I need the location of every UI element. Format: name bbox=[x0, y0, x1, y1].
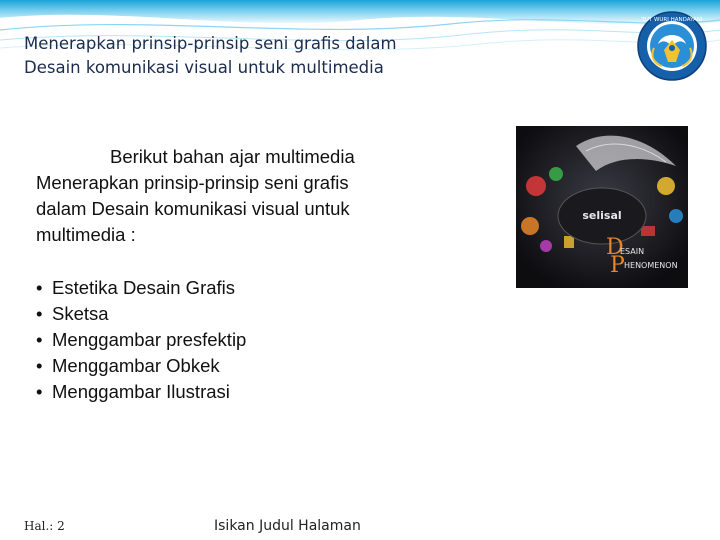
bullet-icon: • bbox=[36, 329, 43, 350]
poster-initial-d: D bbox=[606, 235, 624, 260]
slide-title-line-1: Menerapkan prinsip-prinsip seni grafis dalam bbox=[24, 34, 397, 53]
list-item bbox=[36, 327, 246, 353]
logo-text: TUT WURI HANDAYANI bbox=[641, 17, 703, 23]
list-item bbox=[36, 353, 246, 379]
list-item bbox=[36, 275, 246, 301]
list-item bbox=[36, 379, 246, 405]
list-item-label: Menggambar Ilustrasi bbox=[52, 381, 230, 402]
intro-line: multimedia : bbox=[36, 224, 136, 245]
poster-top-text: selisal bbox=[582, 209, 622, 222]
header-band bbox=[0, 0, 720, 100]
footer-title: Isikan Judul Halaman bbox=[214, 518, 361, 534]
list-item bbox=[36, 301, 246, 327]
list-item-label: Sketsa bbox=[52, 303, 109, 324]
poster-title-line-1: ESAIN bbox=[620, 247, 645, 256]
topic-list bbox=[36, 275, 246, 405]
list-item-label: Menggambar presfektip bbox=[52, 329, 247, 350]
slide-title-line-2: Desain komunikasi visual untuk multimedia bbox=[24, 58, 384, 77]
bullet-icon: • bbox=[36, 381, 43, 402]
poster-initial-p: P bbox=[610, 253, 625, 278]
bullet-icon: • bbox=[36, 277, 43, 298]
poster-image bbox=[516, 126, 688, 288]
bullet-icon: • bbox=[36, 303, 43, 324]
intro-paragraph bbox=[36, 144, 476, 248]
list-item-label: Menggambar Obkek bbox=[52, 355, 220, 376]
tut-wuri-handayani-emblem-icon bbox=[636, 10, 708, 82]
poster-title-line-2: HENOMENON bbox=[624, 261, 678, 270]
bullet-icon: • bbox=[36, 355, 43, 376]
page-number: Hal.: 2 bbox=[24, 519, 65, 533]
intro-line: Berikut bahan ajar multimedia bbox=[110, 146, 355, 167]
poster-artwork bbox=[516, 126, 688, 288]
intro-line: dalam Desain komunikasi visual untuk bbox=[36, 198, 350, 219]
list-item-label: Estetika Desain Grafis bbox=[52, 277, 236, 298]
intro-line: Menerapkan prinsip-prinsip seni grafis bbox=[36, 172, 349, 193]
slide-title bbox=[24, 32, 584, 80]
